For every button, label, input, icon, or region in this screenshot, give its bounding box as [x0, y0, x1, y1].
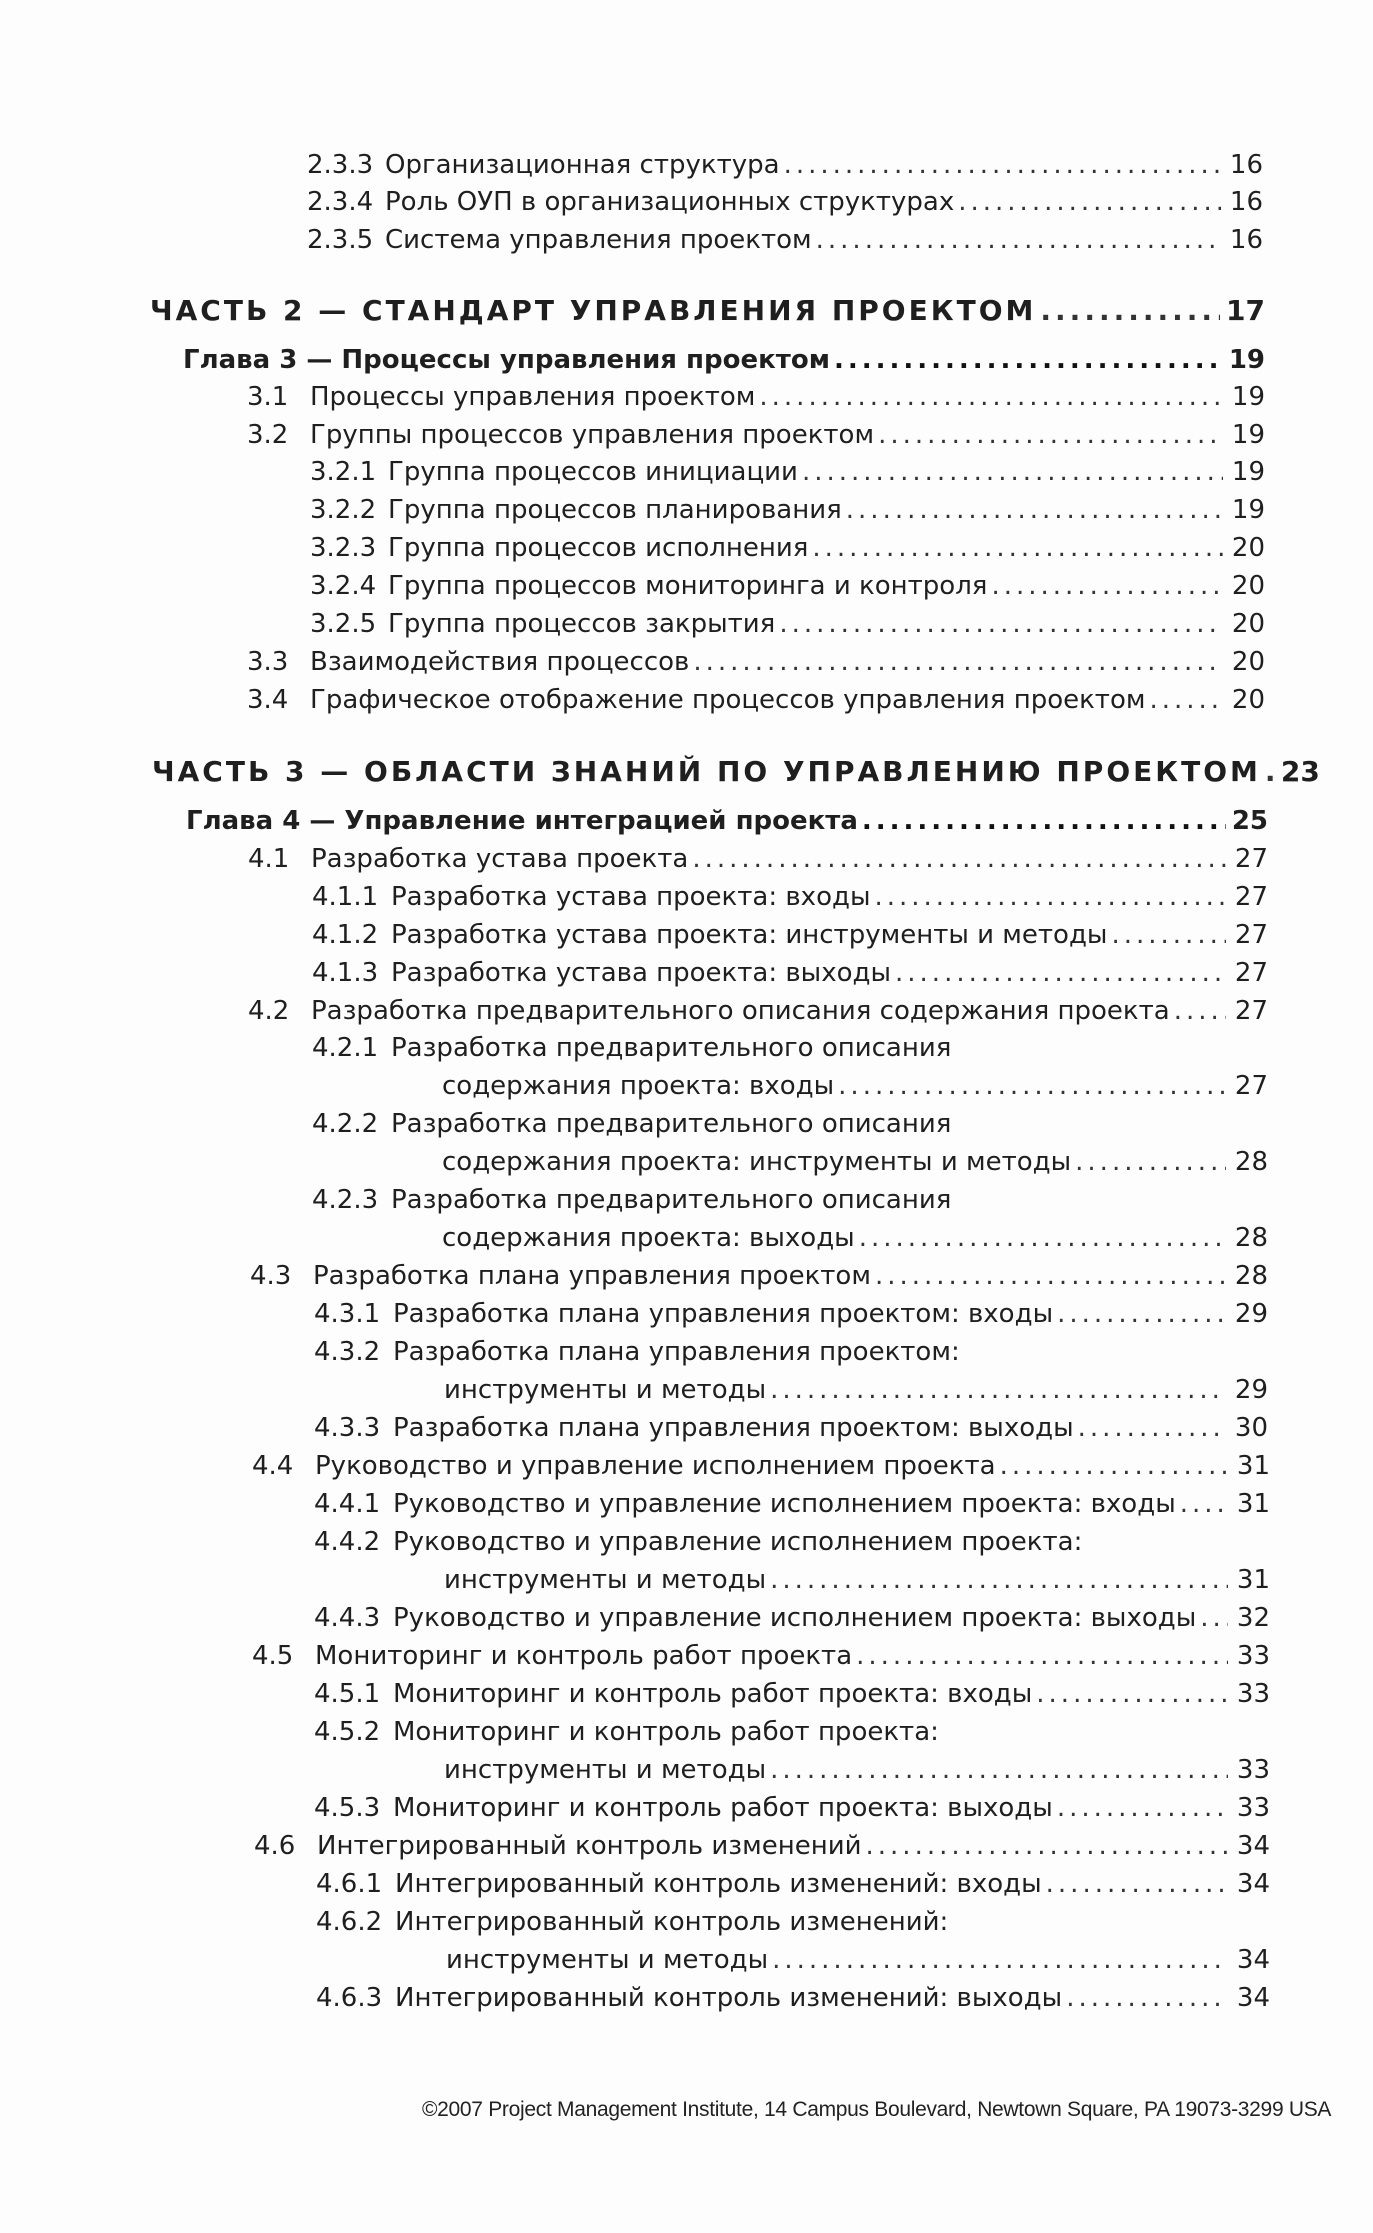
page-number: 20 [1231, 647, 1265, 677]
section-title: Взаимодействия процессов [310, 647, 690, 677]
section-title: Роль ОУП в организационных структурах [385, 187, 955, 217]
toc-entry [247, 683, 1265, 717]
section-number: 4.4.1 [314, 1489, 381, 1519]
page-number: 27 [1234, 920, 1268, 950]
toc-entry-continuation [446, 1943, 1270, 1977]
page-number: 28 [1234, 1223, 1268, 1253]
dot-leader [1075, 1145, 1226, 1179]
toc-entry [312, 1031, 1268, 1065]
section-number: 4.4 [252, 1451, 294, 1481]
dot-leader [784, 148, 1221, 182]
chapter-title: Глава 3 — Процессы управления проектом [183, 345, 830, 375]
toc-entry [310, 531, 1265, 565]
section-number: 4.2 [248, 996, 290, 1026]
section-title: Разработка плана управления проектом [313, 1261, 871, 1291]
page-number: 33 [1236, 1755, 1270, 1785]
page-number: 20 [1231, 609, 1265, 639]
dot-leader [770, 1373, 1226, 1407]
section-title: Разработка предварительного описания содержания проекта [311, 996, 1170, 1026]
section-title: Руководство и управление исполнением проекта [315, 1451, 996, 1481]
section-number: 3.4 [247, 685, 289, 715]
section-title: Руководство и управление исполнением проекта: [393, 1527, 1083, 1557]
section-title: Мониторинг и контроль работ проекта: выходы [393, 1793, 1053, 1823]
dot-leader [692, 842, 1226, 876]
part-title: ЧАСТЬ 2 — СТАНДАРТ УПРАВЛЕНИЯ ПРОЕКТОМ [150, 294, 1037, 327]
dot-leader [759, 380, 1223, 414]
toc-entry-continuation [444, 1373, 1268, 1407]
toc-entry [314, 1677, 1270, 1711]
section-number: 3.2.3 [310, 533, 377, 563]
toc-entry [314, 1525, 1270, 1559]
part-heading [152, 755, 1320, 789]
page-number: 19 [1231, 495, 1265, 525]
toc-entry [250, 1259, 1268, 1293]
section-number: 4.1.3 [312, 958, 379, 988]
toc-entry-continuation [442, 1221, 1268, 1255]
toc-entry-continuation [444, 1753, 1270, 1787]
page-number: 19 [1231, 457, 1265, 487]
page-number: 16 [1229, 187, 1263, 217]
section-number: 3.1 [247, 382, 289, 412]
dot-leader [1149, 683, 1223, 717]
dot-leader [779, 607, 1223, 641]
toc-entry [316, 1905, 1270, 1939]
toc-entry [310, 493, 1265, 527]
page-number: 27 [1234, 882, 1268, 912]
page-number: 25 [1231, 806, 1268, 836]
page-number: 32 [1236, 1603, 1270, 1633]
part-title: ЧАСТЬ 3 — ОБЛАСТИ ЗНАНИЙ ПО УПРАВЛЕНИЮ ПРОЕКТОМ [152, 755, 1261, 788]
section-title: Система управления проектом [385, 225, 812, 255]
section-title: Группы процессов управления проектом [310, 420, 875, 450]
toc-entry [252, 1449, 1270, 1483]
part-heading [150, 294, 1265, 328]
page-number: 16 [1229, 150, 1263, 180]
dot-leader [1265, 755, 1275, 789]
dot-leader [838, 1069, 1226, 1103]
page-number: 31 [1236, 1451, 1270, 1481]
section-number: 4.5.1 [314, 1679, 381, 1709]
page-number: 27 [1234, 1071, 1268, 1101]
section-number: 4.1.2 [312, 920, 379, 950]
toc-entry [252, 1639, 1270, 1673]
section-number: 3.2.1 [310, 457, 377, 487]
toc-entry [314, 1791, 1270, 1825]
toc-entry [254, 1829, 1270, 1863]
section-title-continued: инструменты и методы [444, 1375, 767, 1405]
page-number: 27 [1234, 844, 1268, 874]
section-title: Разработка предварительного описания [391, 1185, 952, 1215]
toc-entry [314, 1335, 1268, 1369]
dot-leader [1066, 1981, 1228, 2015]
section-number: 3.2.5 [310, 609, 377, 639]
dot-leader [1078, 1411, 1226, 1445]
dot-leader [1046, 1867, 1228, 1901]
dot-leader [1180, 1487, 1228, 1521]
page-number: 23 [1280, 755, 1320, 788]
section-title: Группа процессов планирования [388, 495, 842, 525]
chapter-heading [186, 804, 1268, 838]
section-number: 4.3.1 [314, 1299, 381, 1329]
toc-entry [248, 994, 1268, 1028]
page-number: 33 [1236, 1793, 1270, 1823]
section-title: Разработка плана управления проектом: [393, 1337, 960, 1367]
page-number: 34 [1236, 1983, 1270, 2013]
toc-entry [316, 1867, 1270, 1901]
page-number: 33 [1236, 1679, 1270, 1709]
section-title: Группа процессов закрытия [388, 609, 776, 639]
section-number: 3.2.4 [310, 571, 377, 601]
copyright-footer: ©2007 Project Management Institute, 14 Campus Boulevard, Newtown Square, PA 19073-3299 USA [422, 2098, 1332, 2121]
page-number: 31 [1236, 1565, 1270, 1595]
section-title-continued: инструменты и методы [444, 1755, 767, 1785]
section-number: 4.1.1 [312, 882, 379, 912]
dot-leader [856, 1639, 1228, 1673]
section-title: Интегрированный контроль изменений: [395, 1907, 949, 1937]
section-title: Интегрированный контроль изменений: выходы [395, 1983, 1063, 2013]
section-number: 2.3.4 [307, 187, 374, 217]
page-number: 31 [1236, 1489, 1270, 1519]
section-title: Группа процессов инициации [388, 457, 798, 487]
toc-entry-continuation [444, 1563, 1270, 1597]
toc-entry [312, 880, 1268, 914]
page-number: 19 [1228, 345, 1265, 375]
page-number: 19 [1231, 420, 1265, 450]
page-number: 28 [1234, 1261, 1268, 1291]
toc-entry [248, 842, 1268, 876]
section-number: 4.4.2 [314, 1527, 381, 1557]
toc-entry [310, 569, 1265, 603]
section-title: Графическое отображение процессов управления проектом [310, 685, 1146, 715]
dot-leader [991, 569, 1223, 603]
section-title: Разработка плана управления проектом: выходы [393, 1413, 1074, 1443]
page-number: 33 [1236, 1641, 1270, 1671]
section-title: Интегрированный контроль изменений: входы [395, 1869, 1042, 1899]
page-number: 27 [1234, 996, 1268, 1026]
section-number: 2.3.5 [307, 225, 374, 255]
chapter-title: Глава 4 — Управление интеграцией проекта [186, 806, 858, 836]
section-title: Процессы управления проектом [310, 382, 756, 412]
dot-leader [1111, 918, 1226, 952]
section-title: Разработка устава проекта [311, 844, 689, 874]
dot-leader [866, 1829, 1228, 1863]
dot-leader [875, 1259, 1226, 1293]
toc-entry [314, 1487, 1270, 1521]
section-number: 4.2.1 [312, 1033, 379, 1063]
page-number: 16 [1229, 225, 1263, 255]
dot-leader [772, 1943, 1228, 1977]
dot-leader [958, 185, 1221, 219]
dot-leader [1040, 294, 1220, 328]
section-number: 2.3.3 [307, 150, 374, 180]
page-number: 34 [1236, 1869, 1270, 1899]
toc-entry [310, 455, 1265, 489]
section-title: Руководство и управление исполнением проекта: входы [393, 1489, 1176, 1519]
dot-leader [693, 645, 1223, 679]
dot-leader [1036, 1677, 1228, 1711]
page-number: 28 [1234, 1147, 1268, 1177]
toc-entry [312, 956, 1268, 990]
page-number: 30 [1234, 1413, 1268, 1443]
dot-leader [770, 1563, 1228, 1597]
section-number: 4.3.2 [314, 1337, 381, 1367]
section-number: 4.2.3 [312, 1185, 379, 1215]
page-number: 20 [1231, 685, 1265, 715]
section-title: Разработка устава проекта: инструменты и методы [391, 920, 1108, 950]
dot-leader [812, 531, 1223, 565]
section-title: Руководство и управление исполнением проекта: выходы [393, 1603, 1197, 1633]
toc-entry [312, 1107, 1268, 1141]
toc-entry [247, 380, 1265, 414]
section-title: Мониторинг и контроль работ проекта: входы [393, 1679, 1033, 1709]
page-number: 20 [1231, 533, 1265, 563]
dot-leader [770, 1753, 1228, 1787]
toc-entry [314, 1411, 1268, 1445]
section-number: 4.6.3 [316, 1983, 383, 2013]
page-number: 29 [1234, 1299, 1268, 1329]
section-number: 3.2.2 [310, 495, 377, 525]
section-title-continued: содержания проекта: входы [442, 1071, 835, 1101]
dot-leader [878, 418, 1223, 452]
page-number: 29 [1234, 1375, 1268, 1405]
section-number: 4.3 [250, 1261, 292, 1291]
dot-leader [1200, 1601, 1228, 1635]
section-title: Интегрированный контроль изменений [317, 1831, 862, 1861]
section-title: Организационная структура [385, 150, 780, 180]
toc-entry [307, 148, 1263, 182]
toc-entry [314, 1297, 1268, 1331]
toc-entry [310, 607, 1265, 641]
toc-entry [314, 1715, 1270, 1749]
section-number: 4.4.3 [314, 1603, 381, 1633]
section-number: 4.1 [248, 844, 290, 874]
section-title-continued: инструменты и методы [444, 1565, 767, 1595]
dot-leader [834, 343, 1223, 377]
section-title: Разработка устава проекта: выходы [391, 958, 892, 988]
section-title: Мониторинг и контроль работ проекта: [393, 1717, 939, 1747]
toc-entry-continuation [442, 1069, 1268, 1103]
dot-leader [1000, 1449, 1228, 1483]
section-number: 4.6.1 [316, 1869, 383, 1899]
dot-leader [816, 223, 1221, 257]
section-number: 4.6 [254, 1831, 296, 1861]
toc-entry [314, 1601, 1270, 1635]
toc-entry-continuation [442, 1145, 1268, 1179]
section-number: 4.5.3 [314, 1793, 381, 1823]
page-number: 34 [1236, 1945, 1270, 1975]
page-number: 17 [1226, 294, 1265, 327]
dot-leader [862, 804, 1226, 838]
page-number: 34 [1236, 1831, 1270, 1861]
toc-entry [307, 223, 1263, 257]
section-title: Разработка устава проекта: входы [391, 882, 871, 912]
section-title: Мониторинг и контроль работ проекта [315, 1641, 853, 1671]
dot-leader [1174, 994, 1226, 1028]
section-title: Группа процессов исполнения [388, 533, 809, 563]
toc-entry [247, 645, 1265, 679]
section-number: 4.6.2 [316, 1907, 383, 1937]
section-number: 4.3.3 [314, 1413, 381, 1443]
section-number: 4.5.2 [314, 1717, 381, 1747]
toc-entry [307, 185, 1263, 219]
dot-leader [1057, 1791, 1228, 1825]
page-number: 27 [1234, 958, 1268, 988]
section-number: 4.2.2 [312, 1109, 379, 1139]
dot-leader [802, 455, 1223, 489]
toc-entry [316, 1981, 1270, 2015]
section-number: 3.2 [247, 420, 289, 450]
toc-entry [312, 918, 1268, 952]
section-title: Разработка предварительного описания [391, 1033, 952, 1063]
dot-leader [895, 956, 1226, 990]
page-number: 19 [1231, 382, 1265, 412]
toc-entry [247, 418, 1265, 452]
section-title: Группа процессов мониторинга и контроля [388, 571, 988, 601]
page-number: 20 [1231, 571, 1265, 601]
dot-leader [1057, 1297, 1226, 1331]
section-number: 3.3 [247, 647, 289, 677]
section-title: Разработка предварительного описания [391, 1109, 952, 1139]
section-title-continued: содержания проекта: инструменты и методы [442, 1147, 1072, 1177]
toc-entry [312, 1183, 1268, 1217]
section-number: 4.5 [252, 1641, 294, 1671]
section-title-continued: инструменты и методы [446, 1945, 769, 1975]
dot-leader [874, 880, 1226, 914]
section-title: Разработка плана управления проектом: входы [393, 1299, 1054, 1329]
dot-leader [846, 493, 1223, 527]
dot-leader [859, 1221, 1226, 1255]
chapter-heading [183, 343, 1265, 377]
section-title-continued: содержания проекта: выходы [442, 1223, 855, 1253]
